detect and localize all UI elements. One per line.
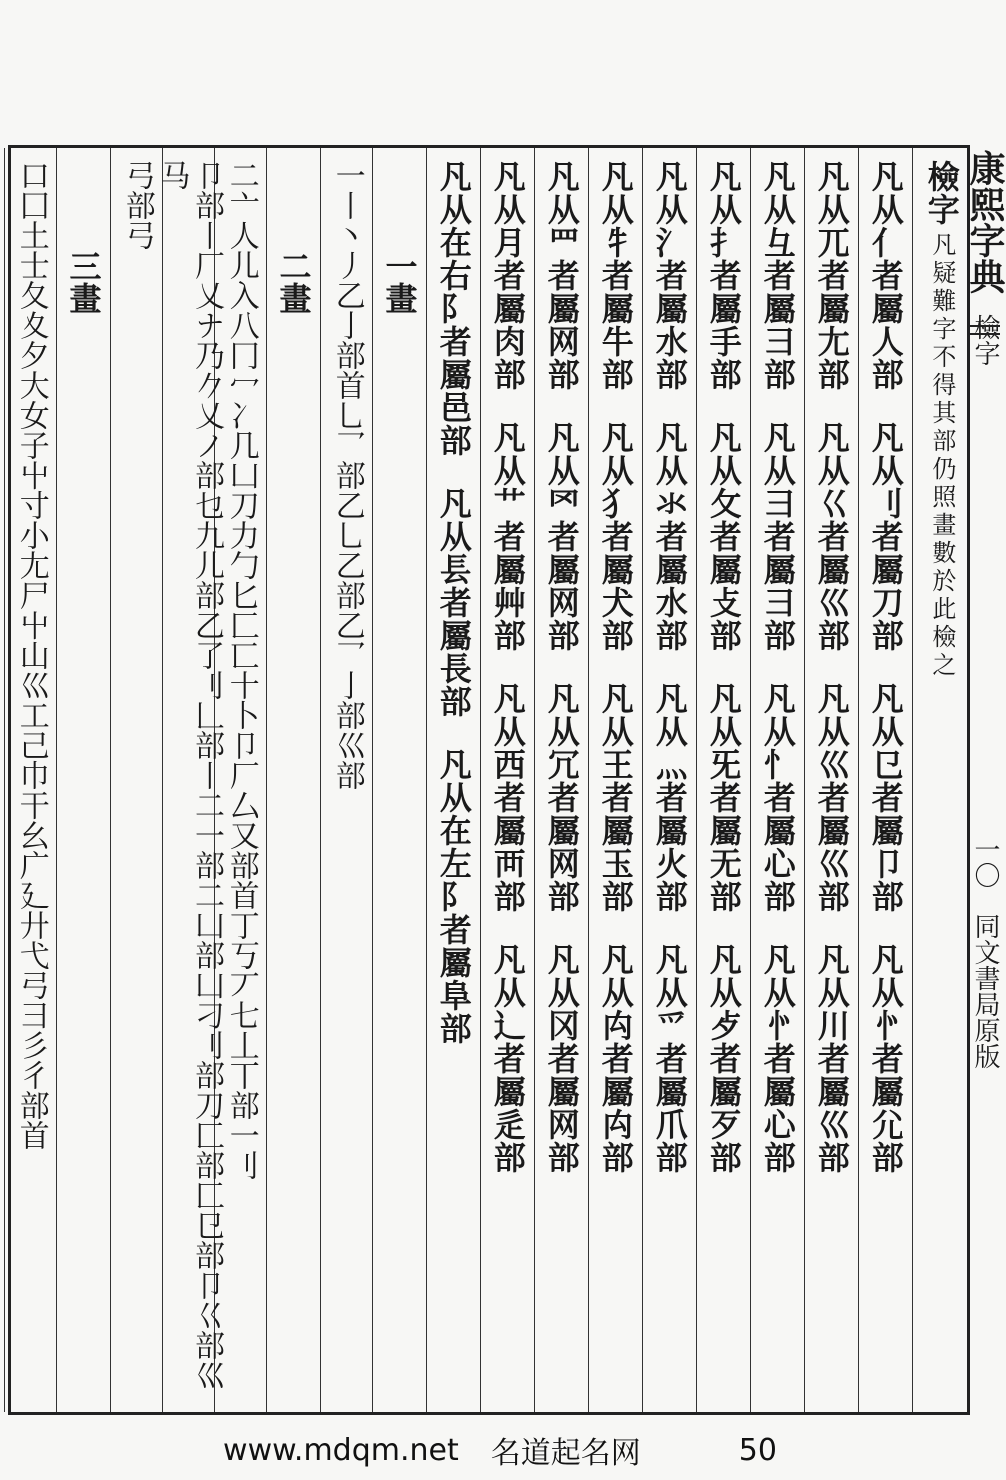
rule-entry: 凡从灬者屬火部 [650,682,689,913]
rule-entry: 凡从禸者屬禸部 [596,943,635,1174]
rule-entry: 凡从冗者屬网部 [542,682,581,913]
rule-entry: 凡从亻者屬人部 [866,160,905,391]
rule-entry: 凡从㔾者屬卩部 [866,682,905,913]
radical-list-column [4,148,56,1412]
radical-list-column [154,148,224,1412]
rule-column [534,148,588,1412]
rule-entry: 凡从罓者屬网部 [542,421,581,652]
rule-entry: 凡从犭者屬犬部 [596,421,635,652]
radical-list: 口囗土士夂夊夕大女子屮寸小尢尸屮山巛工己巾干幺广廴廾弋弓彐彡彳部首 [13,160,49,1150]
rule-entry: 凡从彑者屬彐部 [758,160,797,391]
stroke-heading: 三畫 [64,250,103,314]
footer [0,1428,1000,1472]
rule-column [858,148,912,1412]
footer-site-name: 名道起名网 [490,1436,641,1471]
rule-column [480,148,534,1412]
rule-column [426,148,480,1412]
rule-entry: 凡从在左阝者屬阜部 [434,748,473,1045]
stroke-heading: 一畫 [380,250,419,314]
radical-list-column [320,148,372,1412]
rule-entry: 凡从辶者屬辵部 [488,943,527,1174]
rule-entry: 凡从攵者屬攴部 [704,421,743,652]
margin-divider [970,325,1000,335]
margin-page-number: 一〇 [970,836,1000,888]
rule-entry: 凡从㣺者屬尣部 [866,943,905,1174]
stroke-heading-column [372,148,426,1412]
rule-entry: 凡从彐者屬彐部 [758,421,797,652]
rule-entry: 凡从兀者屬尢部 [812,160,851,391]
radical-list: 卩部丨厂乂ナ乃𠂊乂ノ部乜九儿部乙了刂𠃊部丨二一部二凵部凵刁刂部刀匚部匚㔾部卩巜部巛马 [154,160,224,1390]
stroke-heading: 二畫 [274,250,313,314]
margin-column [964,150,1006,1410]
publisher: 同文書局原版 [970,913,1000,1069]
rule-entry: 凡从川者屬巛部 [812,943,851,1174]
rule-entry: 凡从牜者屬牛部 [596,160,635,391]
rule-column [588,148,642,1412]
rule-entry: 凡从巛者屬巛部 [812,682,851,913]
stroke-heading-column [266,148,320,1412]
rule-entry: 凡从氺者屬水部 [650,421,689,652]
rule-column [696,148,750,1412]
rule-entry: 凡从忄者屬心部 [758,682,797,913]
rule-entry: 凡从扌者屬手部 [704,160,743,391]
rule-entry: 凡从巜者屬巛部 [812,421,851,652]
heading-title: 檢字 [922,160,961,226]
radical-list: 二亠人儿入八冂冖冫几凵刀力勹匕匚匸十卜卩厂厶又部首丁丂丆七丄丅部一刂 [223,160,259,1180]
rule-column [804,148,858,1412]
rule-entry: 凡从刂者屬刀部 [866,421,905,652]
rule-entry: 凡从歺者屬歹部 [704,943,743,1174]
rule-entry: 凡从爫者屬爪部 [650,943,689,1174]
rule-column [642,148,696,1412]
rule-entry: 凡从西者屬襾部 [488,682,527,913]
rule-entry: 凡从王者屬玉部 [596,682,635,913]
rule-entry: 凡从镸者屬長部 [434,487,473,718]
rule-entry: 凡从冈者屬网部 [542,943,581,1174]
rule-entry: 凡从㣺者屬心部 [758,943,797,1174]
heading-column [912,148,970,1412]
stroke-heading-column [56,148,110,1412]
radical-list: 弓部弓 [119,160,155,250]
margin-section: 檢字 [970,314,1000,366]
rule-entry: 凡从月者屬肉部 [488,160,527,391]
rule-entry: 凡从氵者屬水部 [650,160,689,391]
book-title: 康熙字典 [964,150,1006,294]
heading-note: 凡疑難字不得其部仍照畫數於此檢之 [927,232,956,680]
footer-url[interactable]: www.mdqm.net [223,1432,459,1468]
radical-list: 一丨丶丿乙亅部首乚乛部乙乚乙部乙乛亅部巛部 [329,160,365,790]
rule-entry: 凡从在右阝者屬邑部 [434,160,473,457]
rule-column [750,148,804,1412]
rule-entry: 凡从罒者屬网部 [542,160,581,391]
radical-list-column [110,148,162,1412]
rule-entry: 凡从艹者屬艸部 [488,421,527,652]
rule-entry: 凡从旡者屬无部 [704,682,743,913]
footer-page-number: 50 [738,1432,777,1468]
